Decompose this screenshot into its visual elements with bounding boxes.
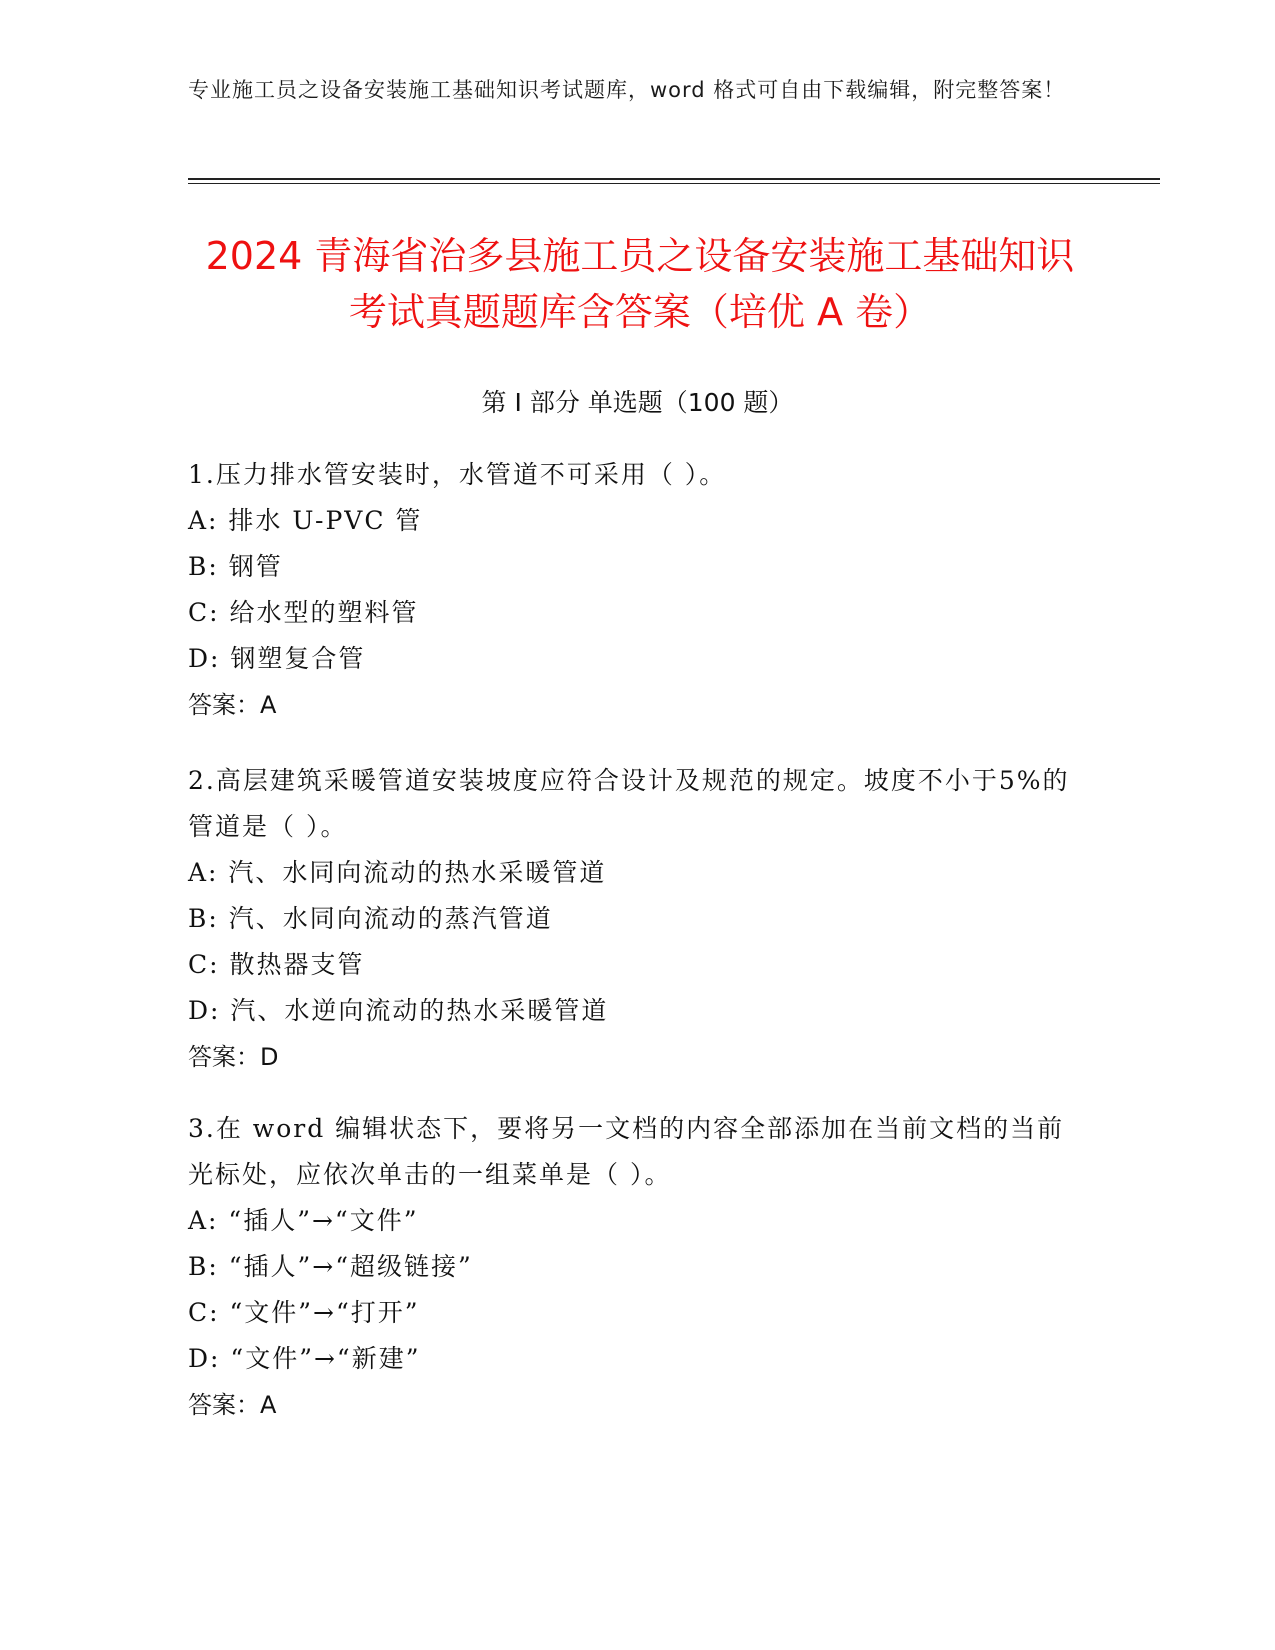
option-d: D: “文件”→“新建” — [188, 1344, 421, 1373]
question-stem: 2.高层建筑采暖管道安装坡度应符合设计及规范的规定。坡度不小于5%的管道是（ ）。 — [188, 766, 1070, 841]
question-stem: 1.压力排水管安装时，水管道不可采用（ ）。 — [188, 460, 727, 489]
question-stem: 3.在 word 编辑状态下，要将另一文档的内容全部添加在当前文档的当前光标处，应依次单击的一组菜单是（ ）。 — [188, 1114, 1065, 1189]
answer-line: 答案：A — [188, 691, 277, 719]
option-c: C: “文件”→“打开” — [188, 1298, 420, 1327]
option-a: A: “插人”→“文件” — [188, 1206, 419, 1235]
document-title: 2024 青海省治多县施工员之设备安装施工基础知识考试真题题库含答案（培优 A 卷） — [205, 234, 1075, 334]
option-c: C: 散热器支管 — [188, 950, 365, 979]
option-b: B: 钢管 — [188, 552, 283, 581]
option-b: B: 汽、水同向流动的蒸汽管道 — [188, 904, 553, 933]
option-d: D: 钢塑复合管 — [188, 644, 366, 673]
option-d: D: 汽、水逆向流动的热水采暖管道 — [188, 996, 609, 1025]
option-a: A: 汽、水同向流动的热水采暖管道 — [188, 858, 607, 887]
option-c: C: 给水型的塑料管 — [188, 598, 419, 627]
question-block — [188, 452, 1088, 728]
header-divider-thin — [188, 183, 1160, 184]
question-block — [188, 1106, 1088, 1428]
question-block — [188, 758, 1088, 1080]
header-divider — [188, 178, 1160, 180]
option-a: A: 排水 U-PVC 管 — [188, 506, 423, 535]
option-b: B: “插人”→“超级链接” — [188, 1252, 473, 1281]
answer-line: 答案：A — [188, 1391, 277, 1419]
document-header: 专业施工员之设备安装施工基础知识考试题库，word 格式可自由下载编辑，附完整答案！ — [188, 78, 1066, 102]
section-heading: 第 I 部分 单选题（100 题） — [481, 388, 794, 417]
answer-line: 答案：D — [188, 1043, 279, 1071]
